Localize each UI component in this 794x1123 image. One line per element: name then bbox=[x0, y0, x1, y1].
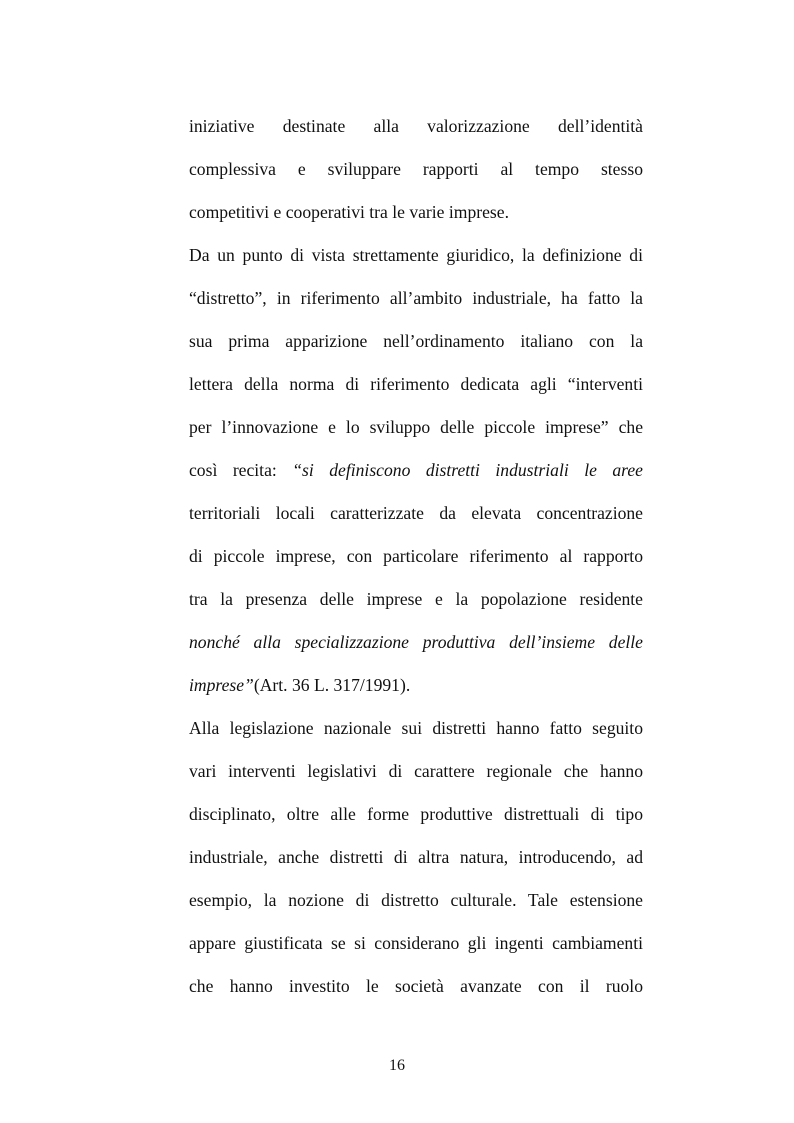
citation: (Art. 36 L. 317/1991). bbox=[253, 675, 411, 695]
quotation-italic: imprese” bbox=[189, 675, 254, 695]
text-line: che hanno investito le società avanzate con il ruolo bbox=[189, 976, 643, 996]
text-line: disciplinato, oltre alle forme produttive distrettuali di tipo bbox=[189, 804, 643, 824]
quotation-italic: “si definiscono distretti industriali le aree bbox=[292, 460, 643, 480]
text-line: lettera della norma di riferimento dedicata agli “interventi bbox=[189, 374, 643, 394]
text-line: Da un punto di vista strettamente giuridico, la definizione di bbox=[189, 245, 643, 265]
text-line: esempio, la nozione di distretto culturale. Tale estensione bbox=[189, 890, 643, 910]
text-line: di piccole imprese, con particolare riferimento al rapporto bbox=[189, 546, 643, 566]
text-line: “distretto”, in riferimento all’ambito industriale, ha fatto la bbox=[189, 288, 643, 308]
text-line: appare giustificata se si considerano gli ingenti cambiamenti bbox=[189, 933, 643, 953]
text-line: industriale, anche distretti di altra natura, introducendo, ad bbox=[189, 847, 643, 867]
page-number: 16 bbox=[389, 1057, 405, 1074]
text-plain: così recita: bbox=[189, 460, 293, 480]
quotation-line: nonché alla specializzazione produttiva dell’insieme delle bbox=[189, 632, 643, 652]
text-line: territoriali locali caratterizzate da elevata concentrazione bbox=[189, 503, 643, 523]
text-line: vari interventi legislativi di carattere regionale che hanno bbox=[189, 761, 643, 781]
text-line bbox=[189, 459, 643, 481]
text-line: sua prima apparizione nell’ordinamento italiano con la bbox=[189, 331, 643, 351]
text-line: Alla legislazione nazionale sui distretti hanno fatto seguito bbox=[189, 718, 643, 738]
text-line: tra la presenza delle imprese e la popolazione residente bbox=[189, 589, 643, 609]
text-line: competitivi e cooperativi tra le varie imprese. bbox=[189, 202, 509, 222]
text-line: iniziative destinate alla valorizzazione dell’identità bbox=[189, 116, 643, 136]
text-line: per l’innovazione e lo sviluppo delle piccole imprese” che bbox=[189, 417, 643, 437]
text-line bbox=[189, 674, 643, 696]
text-line: complessiva e sviluppare rapporti al tempo stesso bbox=[189, 159, 643, 179]
